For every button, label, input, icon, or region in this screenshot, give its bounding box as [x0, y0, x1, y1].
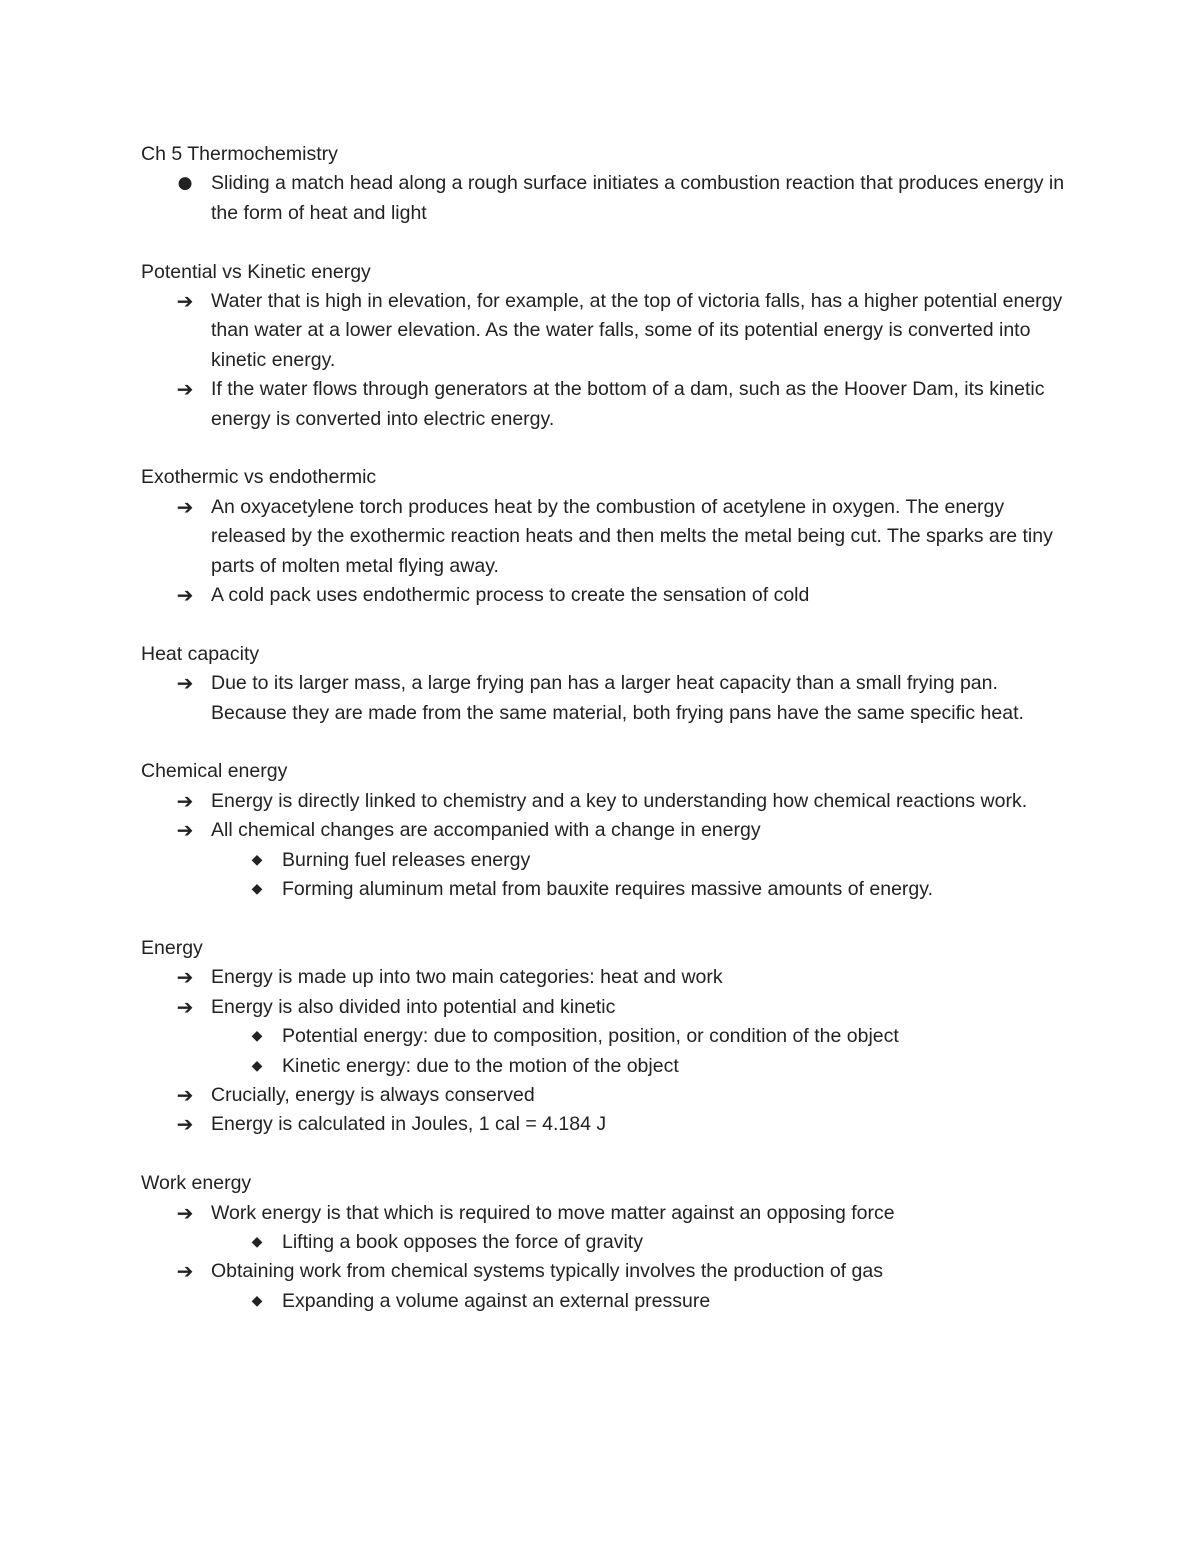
- list-item: [141, 963, 1071, 992]
- list-item-text: Energy is also divided into potential and kinetic: [211, 995, 616, 1018]
- bullet-list: [141, 1199, 1071, 1317]
- note-section: [141, 258, 1071, 434]
- bullet-list: [141, 493, 1071, 611]
- bullet-list: [141, 963, 1071, 1139]
- sub-list-item-text: Expanding a volume against an external pressure: [282, 1289, 711, 1312]
- note-section: [141, 640, 1071, 728]
- section-heading: Potential vs Kinetic energy: [141, 260, 371, 283]
- list-item: [141, 1110, 1071, 1139]
- list-item-text: Work energy is that which is required to move matter against an opposing force: [211, 1201, 895, 1224]
- arrow-bullet-icon: ➔: [176, 289, 194, 314]
- list-item: [141, 816, 1071, 904]
- list-item-text: A cold pack uses endothermic process to create the sensation of cold: [211, 584, 810, 607]
- sub-list-item: [211, 875, 1071, 904]
- list-item-text: An oxyacetylene torch produces heat by the combustion of acetylene in oxygen. The energy released by the exothermic reaction heats and then melts the metal being cut. The sparks are tiny parts of molten metal flying away.: [211, 495, 1053, 577]
- sub-list-item-text: Kinetic energy: due to the motion of the object: [282, 1054, 679, 1077]
- document-page: [141, 140, 1071, 1316]
- list-item-text: Water that is high in elevation, for example, at the top of victoria falls, has a higher potential energy than water at a lower elevation. As the water falls, some of its potential energy is converted into kinetic energy.: [211, 290, 1063, 371]
- list-item: [141, 493, 1071, 581]
- list-item: [141, 787, 1071, 816]
- sub-list-item-text: Potential energy: due to composition, position, or condition of the object: [282, 1025, 899, 1048]
- list-item: [141, 581, 1071, 610]
- note-section: [141, 140, 1071, 228]
- sub-list-item-text: Forming aluminum metal from bauxite requires massive amounts of energy.: [282, 878, 933, 901]
- bullet-list: [141, 287, 1071, 434]
- arrow-bullet-icon: ➔: [176, 965, 194, 990]
- sub-list-item: [211, 846, 1071, 875]
- sub-list-item: [211, 1287, 1071, 1316]
- section-heading: Chemical energy: [141, 760, 288, 783]
- list-item: [141, 287, 1071, 375]
- list-item: [141, 993, 1071, 1081]
- note-section: [141, 463, 1071, 610]
- diamond-bullet-icon: ◆: [251, 1292, 263, 1309]
- section-heading: Energy: [141, 936, 203, 959]
- list-item-text: Energy is directly linked to chemistry and a key to understanding how chemical reactions work.: [211, 789, 1028, 812]
- section-heading: Work energy: [141, 1172, 252, 1195]
- sub-list-item: [211, 1228, 1071, 1257]
- sub-bullet-list: [211, 846, 1071, 905]
- arrow-bullet-icon: ➔: [176, 1259, 194, 1284]
- note-section: [141, 1169, 1071, 1316]
- arrow-bullet-icon: ➔: [176, 377, 194, 402]
- section-heading: Heat capacity: [141, 642, 260, 665]
- list-item: [141, 1081, 1071, 1110]
- arrow-bullet-icon: ➔: [176, 583, 194, 608]
- arrow-bullet-icon: ➔: [176, 1082, 194, 1107]
- bullet-list: [141, 669, 1071, 728]
- sub-bullet-list: [211, 1022, 1071, 1081]
- bullet-icon: ●: [177, 173, 193, 194]
- sub-bullet-list: [211, 1287, 1071, 1316]
- sub-bullet-list: [211, 1228, 1071, 1257]
- arrow-bullet-icon: ➔: [176, 1200, 194, 1225]
- section-heading: Exothermic vs endothermic: [141, 466, 377, 489]
- list-item: [141, 375, 1071, 434]
- bullet-list: [141, 787, 1071, 905]
- arrow-bullet-icon: ➔: [176, 994, 194, 1019]
- note-section: [141, 757, 1071, 904]
- list-item-text: Energy is calculated in Joules, 1 cal = 4.184 J: [211, 1113, 607, 1136]
- diamond-bullet-icon: ◆: [251, 1233, 263, 1250]
- list-item-text: Due to its larger mass, a large frying pan has a larger heat capacity than a small frying pan. Because they are made from the same material, both frying pans have the same specific heat.: [211, 672, 1024, 724]
- sub-list-item-text: Burning fuel releases energy: [282, 848, 531, 871]
- diamond-bullet-icon: ◆: [251, 1057, 263, 1074]
- diamond-bullet-icon: ◆: [251, 851, 263, 868]
- sub-list-item: [211, 1052, 1071, 1081]
- arrow-bullet-icon: ➔: [176, 1112, 194, 1137]
- list-item: [141, 1199, 1071, 1258]
- sub-list-item: [211, 1022, 1071, 1051]
- diamond-bullet-icon: ◆: [251, 881, 263, 898]
- bullet-list: [141, 169, 1071, 228]
- arrow-bullet-icon: ➔: [176, 671, 194, 696]
- sub-list-item-text: Lifting a book opposes the force of gravity: [282, 1230, 643, 1253]
- list-item-text: Crucially, energy is always conserved: [211, 1083, 535, 1106]
- diamond-bullet-icon: ◆: [251, 1028, 263, 1045]
- list-item: [141, 1257, 1071, 1316]
- list-item-text: If the water flows through generators at the bottom of a dam, such as the Hoover Dam, its kinetic energy is converted into electric energy.: [211, 378, 1045, 430]
- list-item-text: Energy is made up into two main categories: heat and work: [211, 966, 723, 989]
- list-item: [141, 669, 1071, 728]
- arrow-bullet-icon: ➔: [176, 818, 194, 843]
- arrow-bullet-icon: ➔: [176, 494, 194, 519]
- note-section: [141, 934, 1071, 1140]
- list-item: [141, 169, 1071, 228]
- list-item-text: All chemical changes are accompanied with a change in energy: [211, 819, 761, 842]
- list-item-text: Sliding a match head along a rough surface initiates a combustion reaction that produces energy in the form of heat and light: [211, 172, 1065, 224]
- arrow-bullet-icon: ➔: [176, 788, 194, 813]
- section-heading: Ch 5 Thermochemistry: [141, 143, 338, 165]
- list-item-text: Obtaining work from chemical systems typically involves the production of gas: [211, 1260, 883, 1283]
